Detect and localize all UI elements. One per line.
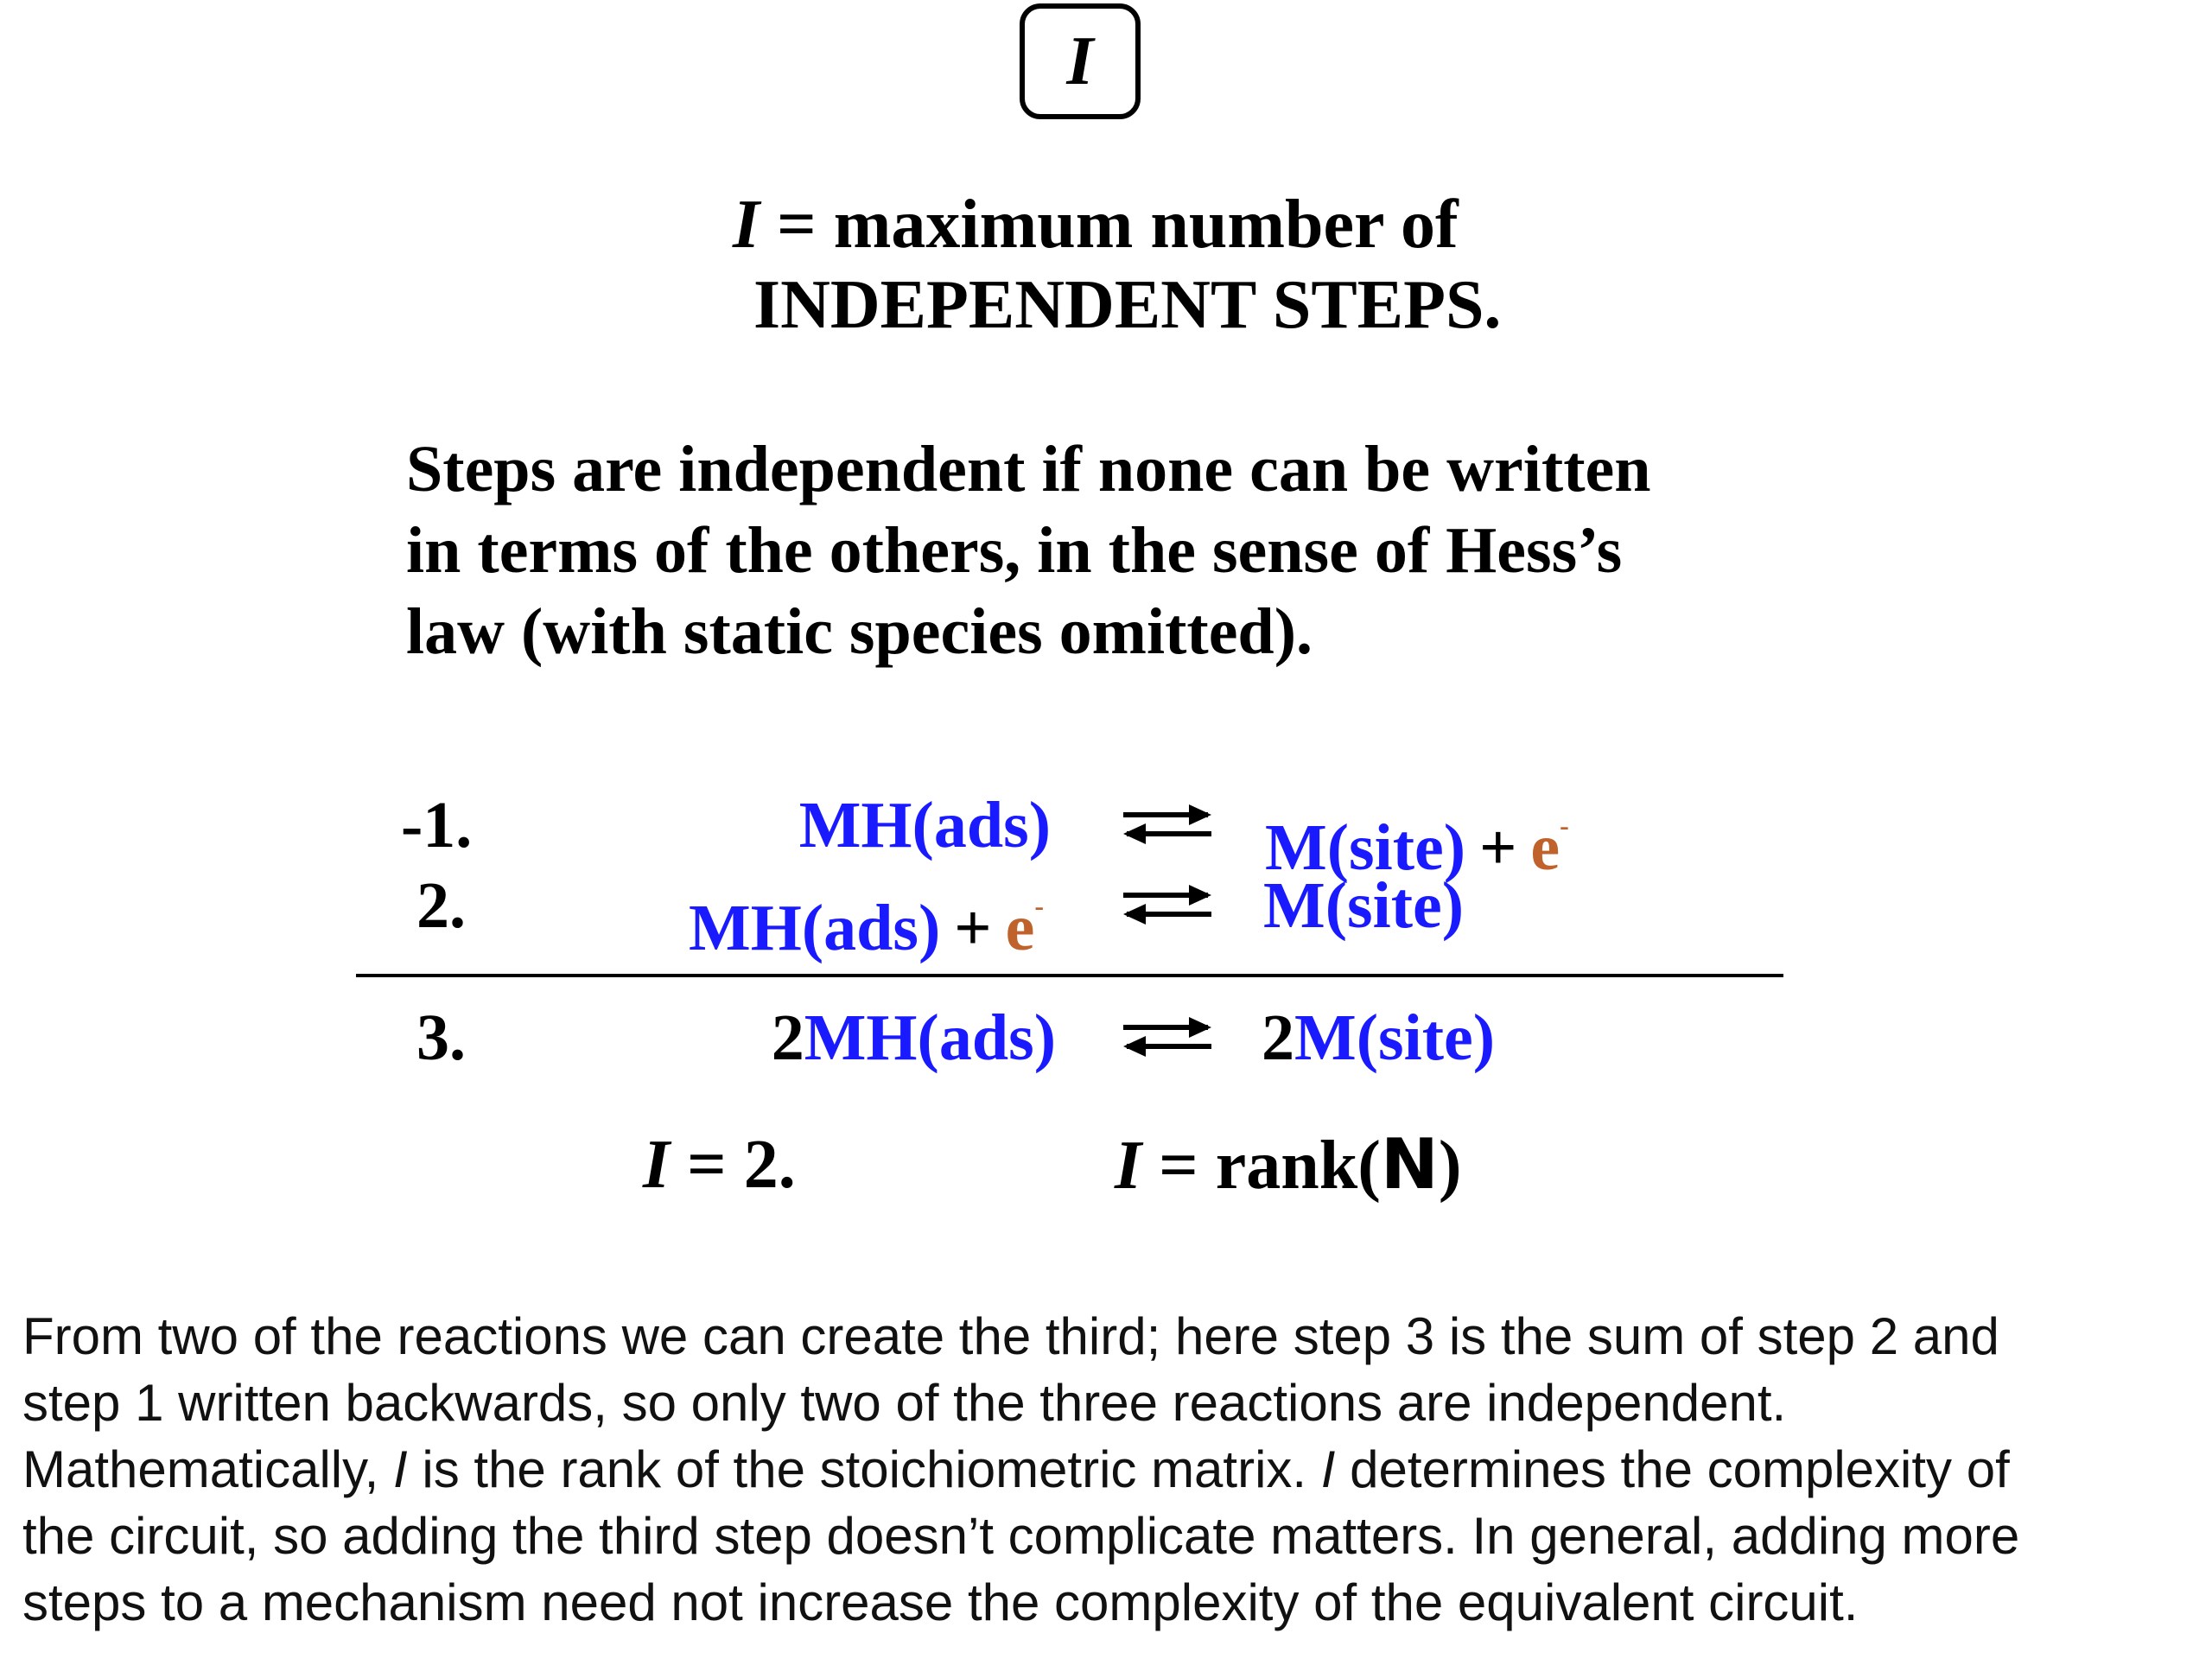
rank-close: ) <box>1438 1128 1462 1204</box>
explanation-text: is the rank of the stoichiometric matrix. <box>407 1440 1321 1498</box>
matrix-n: N <box>1380 1124 1439 1205</box>
equilibrium-arrow-icon <box>1118 880 1217 929</box>
explanation-text: Mathematically, <box>22 1440 394 1498</box>
statement-line: Steps are independent if none can be written <box>406 433 1651 505</box>
equilibrium-arrow-icon <box>1118 1013 1217 1061</box>
electron-charge: - <box>1560 810 1569 841</box>
electron-charge: - <box>1034 890 1044 921</box>
species-m-site: M(site) <box>1265 811 1466 884</box>
explanation-line: steps to a mechanism need not increase the complexity of the equivalent circuit. <box>22 1573 1859 1631</box>
reaction-lhs <box>772 999 1056 1077</box>
equilibrium-arrow-icon <box>1118 800 1217 849</box>
statement-line: law (with static species omitted). <box>406 595 1313 668</box>
result-i-value <box>643 1123 796 1206</box>
species-mh-ads: MH(ads) <box>804 1001 1056 1074</box>
i-symbol: I <box>393 1440 408 1498</box>
definition-symbol: I <box>733 187 760 263</box>
species-m-site: M(site) <box>1263 869 1465 942</box>
reaction-lhs <box>799 786 1051 864</box>
reaction-number: 2. <box>416 869 466 942</box>
electron-symbol: e <box>1005 892 1035 964</box>
explanation-line: step 1 written backwards, so only two of the three reactions are independent. <box>22 1374 1787 1432</box>
coefficient: 2 <box>1262 1001 1294 1074</box>
explanation-line: From two of the reactions we can create the third; here step 3 is the sum of step 2 and <box>22 1307 1999 1365</box>
symbol-box <box>1020 3 1141 119</box>
electron-symbol: e <box>1530 811 1560 884</box>
i-value: = 2. <box>670 1127 796 1203</box>
i-symbol: I <box>1115 1128 1142 1204</box>
reaction-rhs <box>1262 999 1495 1077</box>
species-m-site: M(site) <box>1294 1001 1496 1074</box>
explanation-line: the circuit, so adding the third step doesn’t complicate matters. In general, adding more <box>22 1507 2020 1565</box>
species-mh-ads: MH(ads) <box>798 789 1051 861</box>
definition-line2: INDEPENDENT STEPS. <box>753 267 1502 343</box>
plus-sign: + <box>954 892 992 964</box>
symbol-text: I <box>1066 23 1094 99</box>
rank-text: = rank( <box>1141 1128 1381 1204</box>
coefficient: 2 <box>771 1001 804 1074</box>
species-mh-ads: MH(ads) <box>688 892 941 964</box>
reaction-number: 3. <box>416 1001 466 1074</box>
i-symbol: I <box>1320 1440 1336 1498</box>
reaction-number: -1. <box>401 789 473 861</box>
reaction-rhs <box>1263 867 1464 944</box>
summation-divider <box>356 974 1783 977</box>
i-symbol: I <box>643 1127 671 1203</box>
result-rank <box>1115 1123 1461 1207</box>
explanation-line <box>22 1436 2010 1503</box>
definition-line1 <box>733 183 1459 266</box>
statement-line: in terms of the others, in the sense of Hess’s <box>406 514 1623 587</box>
explanation-text: determines the complexity of <box>1335 1440 2010 1498</box>
reaction-lhs <box>689 867 1044 967</box>
plus-sign: + <box>1479 811 1517 884</box>
definition-text: = maximum number of <box>760 187 1459 263</box>
